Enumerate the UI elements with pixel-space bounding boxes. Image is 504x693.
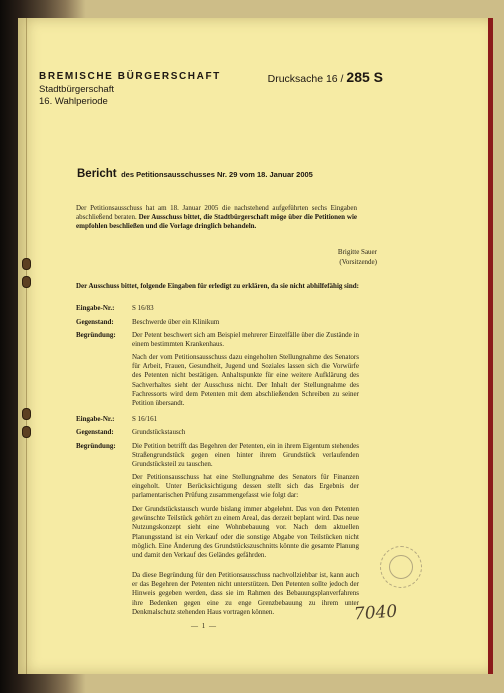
drucksache-label: Drucksache 16 / <box>267 73 344 85</box>
begruendung-paragraph: Der Grundstückstausch wurde bislang immer abgelehnt. Das von den Petenten gewünschte Teilstück gehört zu einem Areal, das derzeit beplant wird. Das neue Nutzungskonzept sieht eine Wohnbebauung vor. Nach dem aktuellen Planungsstand ist ein Verkauf oder die sonstige Abgabe von Teilstücken nicht möglich. Eine Änderung des Grundstückszuschnitts könnte die gesamte Planung und damit den Verkauf des Geländes gefährden. <box>132 505 359 560</box>
eingabe-number: S 16/161 <box>132 415 158 423</box>
drucksache-number: 285 S <box>346 69 383 85</box>
eingabe-label: Eingabe-Nr.: <box>76 304 115 312</box>
document-page <box>18 18 493 674</box>
seal-stamp-icon <box>380 546 422 588</box>
report-title <box>77 164 313 182</box>
begruendung-label: Begründung: <box>76 331 116 339</box>
gegenstand-value: Grundstückstausch <box>132 428 186 436</box>
request-statement: Der Ausschuss bittet, folgende Eingaben für erledigt zu erklären, da sie nicht abhilfefähig sind: <box>76 282 359 290</box>
intro-bold-text: Der Ausschuss bittet, die Stadtbürgerschaft möge über die Petitionen wie empfohlen beschließen und die Vorlage dringlich behandeln. <box>76 213 358 231</box>
intro-paragraph <box>76 204 357 232</box>
signature-role: (Vorsitzende) <box>339 258 377 266</box>
binder-ring-icon <box>22 426 31 438</box>
org-name: BREMISCHE BÜRGERSCHAFT <box>39 71 221 82</box>
org-sub-2: 16. Wahlperiode <box>39 96 108 107</box>
intro-text: Der Petitionsausschuss hat am 18. Januar 2005 die nachstehend aufgeführten sechs Eingaben abschließend beraten. <box>76 204 357 222</box>
begruendung-paragraph: Die Petition betrifft das Begehren der Petenten, ein in ihrem Eigentum stehendes Straßengrundstück gegen einen hinter ihrem Grundstück verlaufenden Grundstücksteil zu tauschen. <box>132 442 359 469</box>
report-title-main: Bericht <box>77 168 117 180</box>
report-title-rest: des Petitionsausschusses Nr. 29 vom 18. Januar 2005 <box>121 170 313 179</box>
org-sub-1: Stadtbürgerschaft <box>39 84 114 95</box>
signature-name: Brigitte Sauer <box>337 248 377 256</box>
eingabe-label: Eingabe-Nr.: <box>76 415 115 423</box>
gegenstand-value: Beschwerde über ein Klinikum <box>132 318 220 326</box>
eingabe-number: S 16/83 <box>132 304 154 312</box>
page-number: — 1 — <box>191 622 217 630</box>
binder-ring-icon <box>22 276 31 288</box>
begruendung-paragraph: Nach der vom Petitionsausschuss dazu eingeholten Stellungnahme des Senators für Arbeit, Frauen, Gesundheit, Jugend und Soziales lassen sich die Vorwürfe des Petenten nicht bestätigen. Anhaltspunkte für eine weitere Aufklärung des Sachverhaltes sieht der Ausschuss nicht. Der Inhalt der Stellungnahme des Fachressorts wird dem Petenten mit dem abschließenden Schreiben zu seiner Petition übersandt. <box>132 353 359 408</box>
page-spine <box>26 18 27 674</box>
begruendung-paragraph: Da diese Begründung für den Petitionsausschuss nachvollziehbar ist, kann auch er das Begehren der Petenten nicht unterstützen. Den Petenten sollte jedoch der Hinweis gegeben werden, dass sie im Rahmen des Bebauungsplanverfahrens ihre Bedenken gegen eine zu enge Grenzbebauung zu ihrem unter Denkmalschutz stehenden Haus vortragen können. <box>132 571 359 616</box>
binder-ring-icon <box>22 258 31 270</box>
begruendung-paragraph: Der Petent beschwert sich am Beispiel mehrerer Einzelfälle über die Zustände in einem bestimmten Krankenhaus. <box>132 331 359 349</box>
begruendung-label: Begründung: <box>76 442 116 450</box>
binder-ring-icon <box>22 408 31 420</box>
begruendung-paragraph: Der Petitionsausschuss hat eine Stellungnahme des Senators für Finanzen eingeholt. Unter Berücksichtigung dessen stellt sich das Ergebnis der parlamentarischen Prüfung zusammengefasst wie folgt dar: <box>132 473 359 500</box>
handwritten-number: 7040 <box>353 601 398 625</box>
gegenstand-label: Gegenstand: <box>76 428 114 436</box>
gegenstand-label: Gegenstand: <box>76 318 114 326</box>
drucksache <box>268 69 383 85</box>
